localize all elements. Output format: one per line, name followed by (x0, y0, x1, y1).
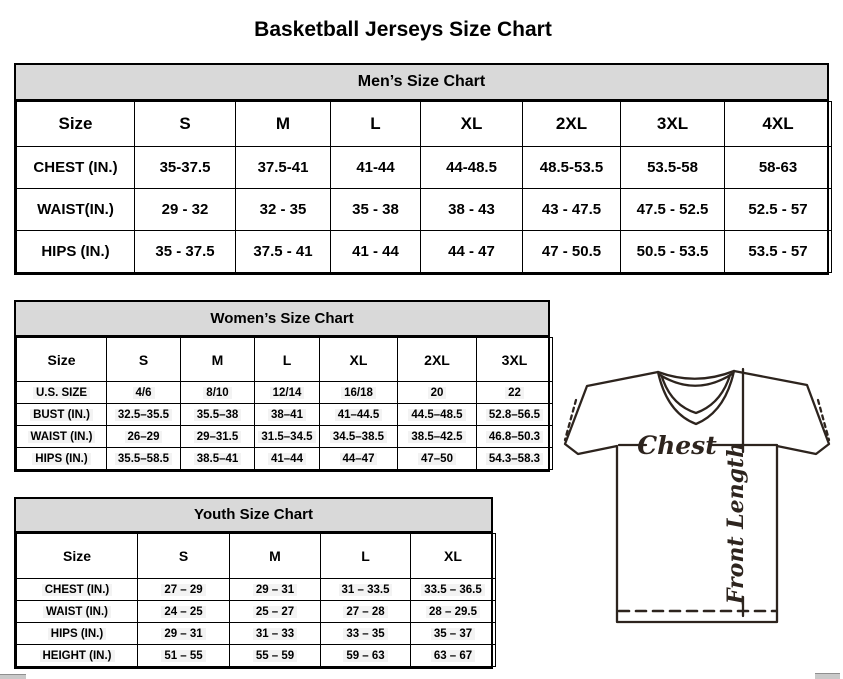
measurement-value: 38 - 43 (421, 189, 523, 231)
measurement-value: 47–50 (398, 448, 477, 470)
measurement-value: 33 – 35 (321, 623, 411, 645)
jersey-outline (565, 371, 829, 622)
measurement-value: 37.5 - 41 (236, 231, 331, 273)
measurement-value: 35 – 37 (411, 623, 496, 645)
measurement-value: 32 - 35 (236, 189, 331, 231)
measurement-value: 27 – 28 (321, 601, 411, 623)
measurement-value: 43 - 47.5 (523, 189, 621, 231)
measurement-value: 52.5 - 57 (725, 189, 832, 231)
front-length-label: Front Length (723, 441, 749, 605)
measurement-value: 38.5–42.5 (398, 426, 477, 448)
measurement-value: 55 – 59 (230, 645, 321, 667)
size-column-header: 2XL (523, 102, 621, 147)
jersey-measurement-diagram-icon (557, 357, 842, 629)
measurement-value: 41 - 44 (331, 231, 421, 273)
size-column-header: XL (411, 534, 496, 579)
size-column-header: 2XL (398, 338, 477, 382)
measurement-value: 44-48.5 (421, 147, 523, 189)
measurement-value: 53.5-58 (621, 147, 725, 189)
measurement-value: 12/14 (255, 382, 320, 404)
measurement-value: 48.5-53.5 (523, 147, 621, 189)
measurement-value: 28 – 29.5 (411, 601, 496, 623)
measurement-value: 41–44 (255, 448, 320, 470)
horizontal-scrollbar-fragment-right[interactable] (815, 673, 840, 679)
womens-size-table (16, 337, 553, 470)
measurement-value: 44–47 (320, 448, 398, 470)
size-column-header: 3XL (477, 338, 553, 382)
measurement-row (17, 189, 832, 231)
measurement-value: 51 – 55 (138, 645, 230, 667)
size-column-header: S (107, 338, 181, 382)
measurement-value: 22 (477, 382, 553, 404)
measurement-value: 24 – 25 (138, 601, 230, 623)
chest-label: Chest (637, 431, 717, 460)
measurement-value: 59 – 63 (321, 645, 411, 667)
measurement-label: WAIST(IN.) (17, 189, 135, 231)
size-column-header: 4XL (725, 102, 832, 147)
measurement-value: 38.5–41 (181, 448, 255, 470)
measurement-value: 52.8–56.5 (477, 404, 553, 426)
measurement-value: 16/18 (320, 382, 398, 404)
measurement-row (17, 404, 553, 426)
measurement-row (17, 382, 553, 404)
size-column-header: M (230, 534, 321, 579)
measurement-value: 47 - 50.5 (523, 231, 621, 273)
measurement-label: WAIST (IN.) (17, 426, 107, 448)
size-header-label: Size (17, 534, 138, 579)
size-header-label: Size (17, 102, 135, 147)
measurement-value: 38–41 (255, 404, 320, 426)
womens-size-chart (14, 300, 550, 472)
measurement-value: 41–44.5 (320, 404, 398, 426)
measurement-label: HEIGHT (IN.) (17, 645, 138, 667)
size-column-header: L (331, 102, 421, 147)
measurement-value: 29 – 31 (138, 623, 230, 645)
measurement-label: HIPS (IN.) (17, 623, 138, 645)
measurement-value: 41-44 (331, 147, 421, 189)
measurement-value: 35 - 38 (331, 189, 421, 231)
measurement-row (17, 623, 496, 645)
measurement-label: CHEST (IN.) (17, 579, 138, 601)
measurement-value: 27 – 29 (138, 579, 230, 601)
measurement-value: 32.5–35.5 (107, 404, 181, 426)
size-header-row (17, 534, 496, 579)
measurement-value: 44 - 47 (421, 231, 523, 273)
measurement-row (17, 147, 832, 189)
measurement-row (17, 579, 496, 601)
page-title: Basketball Jerseys Size Chart (254, 18, 552, 42)
size-column-header: M (236, 102, 331, 147)
jersey-collar (658, 371, 734, 379)
measurement-value: 47.5 - 52.5 (621, 189, 725, 231)
measurement-value: 63 – 67 (411, 645, 496, 667)
measurement-label: HIPS (IN.) (17, 448, 107, 470)
measurement-value: 46.8–50.3 (477, 426, 553, 448)
measurement-label: WAIST (IN.) (17, 601, 138, 623)
measurement-value: 31.5–34.5 (255, 426, 320, 448)
size-header-label: Size (17, 338, 107, 382)
measurement-value: 29–31.5 (181, 426, 255, 448)
measurement-row (17, 645, 496, 667)
measurement-label: BUST (IN.) (17, 404, 107, 426)
measurement-row (17, 426, 553, 448)
measurement-value: 50.5 - 53.5 (621, 231, 725, 273)
measurement-value: 8/10 (181, 382, 255, 404)
measurement-value: 25 – 27 (230, 601, 321, 623)
size-column-header: M (181, 338, 255, 382)
mens-size-chart (14, 63, 829, 275)
measurement-value: 37.5-41 (236, 147, 331, 189)
size-column-header: L (321, 534, 411, 579)
size-column-header: XL (421, 102, 523, 147)
youth-size-chart-title: Youth Size Chart (16, 499, 491, 533)
measurement-label: HIPS (IN.) (17, 231, 135, 273)
size-column-header: XL (320, 338, 398, 382)
measurement-value: 35 - 37.5 (135, 231, 236, 273)
measurement-value: 34.5–38.5 (320, 426, 398, 448)
measurement-row (17, 448, 553, 470)
measurement-row (17, 601, 496, 623)
measurement-value: 29 – 31 (230, 579, 321, 601)
size-column-header: L (255, 338, 320, 382)
measurement-value: 29 - 32 (135, 189, 236, 231)
size-column-header: S (138, 534, 230, 579)
measurement-value: 20 (398, 382, 477, 404)
measurement-value: 31 – 33 (230, 623, 321, 645)
womens-size-chart-title: Women’s Size Chart (16, 302, 548, 337)
horizontal-scrollbar-fragment-left[interactable] (0, 674, 26, 679)
measurement-value: 26–29 (107, 426, 181, 448)
size-column-header: 3XL (621, 102, 725, 147)
measurement-value: 35.5–38 (181, 404, 255, 426)
measurement-row (17, 231, 832, 273)
mens-size-chart-title: Men’s Size Chart (16, 65, 827, 101)
youth-size-table (16, 533, 496, 667)
measurement-value: 53.5 - 57 (725, 231, 832, 273)
measurement-value: 31 – 33.5 (321, 579, 411, 601)
measurement-label: CHEST (IN.) (17, 147, 135, 189)
measurement-value: 58-63 (725, 147, 832, 189)
size-header-row (17, 102, 832, 147)
size-header-row (17, 338, 553, 382)
size-column-header: S (135, 102, 236, 147)
measurement-value: 44.5–48.5 (398, 404, 477, 426)
measurement-value: 4/6 (107, 382, 181, 404)
mens-size-table (16, 101, 832, 273)
youth-size-chart (14, 497, 493, 669)
measurement-value: 35.5–58.5 (107, 448, 181, 470)
measurement-value: 54.3–58.3 (477, 448, 553, 470)
measurement-value: 35-37.5 (135, 147, 236, 189)
measurement-label: U.S. SIZE (17, 382, 107, 404)
measurement-value: 33.5 – 36.5 (411, 579, 496, 601)
